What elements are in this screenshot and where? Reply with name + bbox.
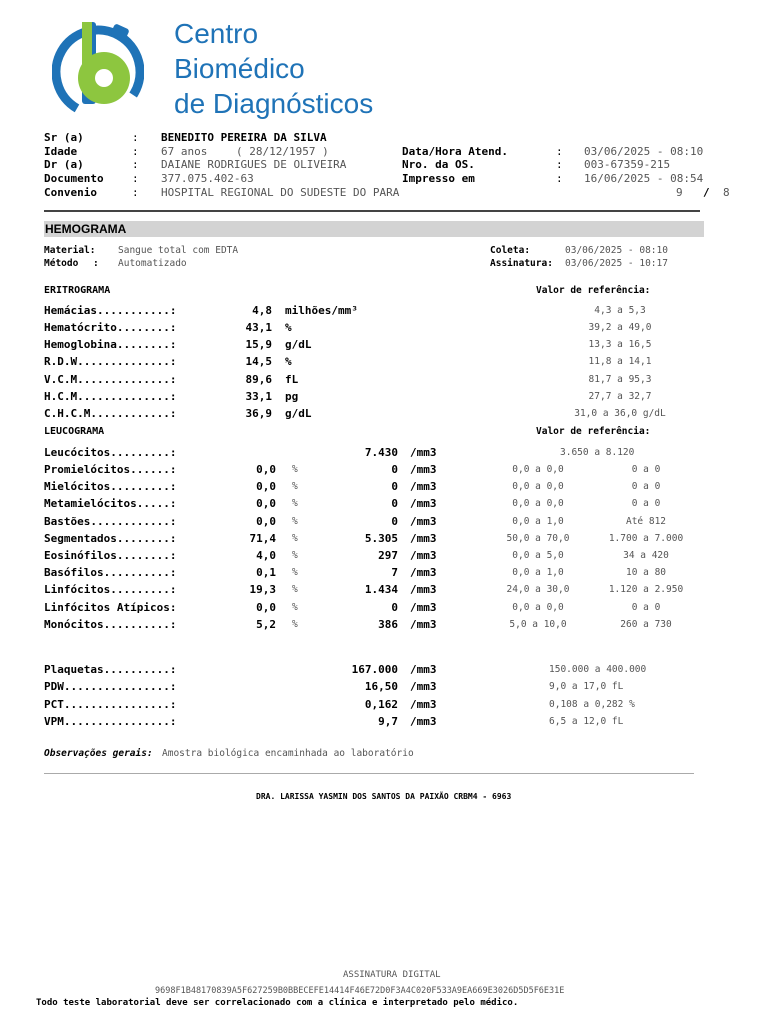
result-label: Metamielócitos.....: [44, 497, 177, 510]
result-value: 16,50 [364, 680, 398, 693]
result-value: 4,8 [252, 304, 272, 317]
percent-sign: % [292, 516, 298, 527]
result-label: Eosinófilos........: [44, 549, 177, 562]
metodo-value: Automatizado [118, 258, 187, 269]
result-label: Linfócitos Atípicos: [44, 601, 177, 614]
assinatura-value: 03/06/2025 - 10:17 [565, 258, 668, 269]
result-label: Mielócitos.........: [44, 480, 177, 493]
result-label: PCT................: [44, 698, 177, 711]
result-unit: fL [285, 373, 299, 386]
documento-label: Documento [44, 172, 104, 185]
colon: : [132, 186, 139, 199]
section-title: HEMOGRAMA [45, 222, 127, 236]
result-percent: 71,4 [249, 532, 276, 545]
header-divider [44, 210, 700, 212]
leucograma-title: LEUCOGRAMA [44, 426, 105, 437]
material-value: Sangue total com EDTA [118, 245, 239, 256]
result-percent: 5,2 [256, 618, 276, 631]
os-label: Nro. da OS. [402, 158, 475, 171]
result-unit: /mm3 [410, 532, 437, 545]
result-unit: /mm3 [410, 549, 437, 562]
section-bar [44, 221, 704, 237]
percent-sign: % [292, 567, 298, 578]
reference-range-absolute: 10 a 80 [625, 567, 667, 578]
reference-range-absolute: 0 a 0 [631, 602, 661, 613]
reference-range-percent: 50,0 a 70,0 [506, 533, 570, 544]
reference-range-percent: 0,0 a 1,0 [512, 567, 564, 578]
reference-range: 3.650 a 8.120 [560, 447, 635, 458]
result-unit: /mm3 [410, 515, 437, 528]
result-unit: g/dL [285, 407, 312, 420]
result-value: 89,6 [245, 373, 272, 386]
result-label: Bastões............: [44, 515, 177, 528]
percent-sign: % [292, 533, 298, 544]
result-absolute: 0 [391, 515, 398, 528]
result-absolute: 0 [391, 480, 398, 493]
reference-range-percent: 0,0 a 0,0 [512, 602, 564, 613]
colon: : [132, 158, 139, 171]
result-unit: % [285, 321, 292, 334]
reference-range: 6,5 a 12,0 fL [549, 716, 624, 727]
reference-range: 0,108 a 0,282 % [549, 699, 635, 710]
reference-range-percent: 24,0 a 30,0 [506, 584, 570, 595]
result-label: Promielócitos......: [44, 463, 177, 476]
logo-line-1: Centro [174, 18, 259, 49]
result-label: Leucócitos.........: [44, 446, 177, 459]
result-unit: /mm3 [410, 663, 437, 676]
result-label: Segmentados........: [44, 532, 177, 545]
reference-range-absolute: 0 a 0 [631, 481, 661, 492]
patient-name: BENEDITO PEREIRA DA SILVA [161, 131, 327, 144]
logo-mark-icon [52, 16, 144, 120]
reference-range-absolute: 0 a 0 [631, 498, 661, 509]
reference-range-absolute: 1.700 a 7.000 [608, 533, 684, 544]
reference-range-absolute: 34 a 420 [623, 550, 669, 561]
percent-sign: % [292, 498, 298, 509]
percent-sign: % [292, 602, 298, 613]
reference-range: 31,0 a 36,0 g/dL [574, 408, 666, 419]
atend-value: 03/06/2025 - 08:10 [584, 145, 704, 158]
footer-disclaimer: Todo teste laboratorial deve ser correlacionado com a clínica e interpretado pelo médico. [36, 998, 519, 1008]
result-unit: /mm3 [410, 698, 437, 711]
reference-range-absolute: 260 a 730 [620, 619, 672, 630]
reference-range-percent: 0,0 a 5,0 [512, 550, 564, 561]
reference-range: 4,3 a 5,3 [594, 305, 646, 316]
percent-sign: % [292, 584, 298, 595]
result-unit: /mm3 [410, 566, 437, 579]
idade-label: Idade [44, 145, 78, 158]
reference-range-percent: 0,0 a 0,0 [512, 498, 564, 509]
colon: : [132, 145, 139, 158]
result-absolute: 297 [378, 549, 398, 562]
result-value: 33,1 [245, 390, 272, 403]
result-absolute: 5.305 [364, 532, 398, 545]
percent-sign: % [292, 619, 298, 630]
page-total: 8 [723, 186, 730, 199]
observacoes-label: Observações gerais: [44, 748, 153, 759]
result-absolute: 1.434 [364, 583, 398, 596]
signer-name: DRA. LARISSA YASMIN DOS SANTOS DA PAIXÃO CRBM4 - 6963 [256, 792, 512, 801]
result-unit: /mm3 [410, 480, 437, 493]
reference-range: 150.000 a 400.000 [549, 664, 647, 675]
result-unit: /mm3 [410, 446, 437, 459]
result-value: 0,162 [364, 698, 398, 711]
reference-range-absolute: 1.120 a 2.950 [608, 584, 684, 595]
eritrograma-ref-title: Valor de referência: [536, 285, 651, 296]
result-unit: pg [285, 390, 299, 403]
reference-range-absolute: 0 a 0 [631, 464, 661, 475]
result-unit: /mm3 [410, 715, 437, 728]
result-percent: 0,0 [256, 463, 276, 476]
reference-range: 13,3 a 16,5 [588, 339, 652, 350]
result-percent: 0,0 [256, 497, 276, 510]
colon: : [556, 172, 563, 185]
result-value: 9,7 [378, 715, 398, 728]
result-value: 15,9 [245, 338, 272, 351]
observacoes-text: Amostra biológica encaminhada ao laboratório [162, 748, 414, 759]
result-unit: /mm3 [410, 463, 437, 476]
percent-sign: % [292, 481, 298, 492]
reference-range: 9,0 a 17,0 fL [549, 681, 624, 692]
result-percent: 0,1 [256, 566, 276, 579]
result-label: C.H.C.M............: [44, 407, 177, 420]
result-label: Hemoglobina........: [44, 338, 177, 351]
result-absolute: 0 [391, 463, 398, 476]
result-unit: milhões/mm³ [285, 304, 358, 317]
result-unit: /mm3 [410, 618, 437, 631]
convenio-label: Convenio [44, 186, 97, 199]
reference-range: 81,7 a 95,3 [588, 374, 652, 385]
observacoes-divider [44, 773, 694, 774]
result-absolute: 0 [391, 497, 398, 510]
colon: : [132, 172, 139, 185]
logo-line-3: de Diagnósticos [174, 88, 374, 119]
doctor-name: DAIANE RODRIGUES DE OLIVEIRA [161, 158, 347, 171]
atend-label: Data/Hora Atend. [402, 145, 508, 158]
documento-value: 377.075.402-63 [161, 172, 254, 185]
logo-line-2: Biomédico [174, 53, 305, 84]
result-absolute: 7.430 [364, 446, 398, 459]
reference-range-percent: 0,0 a 0,0 [512, 464, 564, 475]
page-separator: / [703, 186, 710, 199]
impresso-value: 16/06/2025 - 08:54 [584, 172, 704, 185]
percent-sign: % [292, 464, 298, 475]
result-label: PDW................: [44, 680, 177, 693]
coleta-value: 03/06/2025 - 08:10 [565, 245, 668, 256]
result-percent: 4,0 [256, 549, 276, 562]
assinatura-label: Assinatura: [490, 258, 553, 269]
reference-range: 27,7 a 32,7 [588, 391, 652, 402]
convenio-value: HOSPITAL REGIONAL DO SUDESTE DO PARA [161, 186, 400, 199]
dr-label: Dr (a) [44, 158, 84, 171]
result-value: 14,5 [245, 355, 272, 368]
metodo-label: Método [44, 258, 79, 269]
result-unit: % [285, 355, 292, 368]
result-label: Monócitos..........: [44, 618, 177, 631]
result-value: 36,9 [245, 407, 272, 420]
result-absolute: 386 [378, 618, 398, 631]
reference-range: 39,2 a 49,0 [588, 322, 652, 333]
result-label: R.D.W..............: [44, 355, 177, 368]
result-percent: 19,3 [249, 583, 276, 596]
result-absolute: 7 [391, 566, 398, 579]
result-label: Hematócrito........: [44, 321, 177, 334]
result-unit: /mm3 [410, 601, 437, 614]
eritrograma-title: ERITROGRAMA [44, 285, 111, 296]
patient-dob: ( 28/12/1957 ) [236, 145, 329, 158]
colon: : [556, 145, 563, 158]
result-unit: g/dL [285, 338, 312, 351]
reference-range-percent: 5,0 a 10,0 [509, 619, 567, 630]
reference-range-percent: 0,0 a 0,0 [512, 481, 564, 492]
digital-signature-hash: 9698F1B48170839A5F627259B0BBECEFE14414F46E72D0F3A4C020F533A9EA669E3026D5D5F6E31E [155, 986, 565, 996]
result-label: Plaquetas..........: [44, 663, 177, 676]
result-unit: /mm3 [410, 497, 437, 510]
colon: : [93, 258, 99, 269]
os-value: 003-67359-215 [584, 158, 671, 171]
colon: : [556, 158, 563, 171]
material-label: Material: [44, 245, 96, 256]
impresso-label: Impresso em [402, 172, 475, 185]
reference-range: 11,8 a 14,1 [588, 356, 652, 367]
result-percent: 0,0 [256, 515, 276, 528]
leucograma-ref-title: Valor de referência: [536, 426, 651, 437]
colon: : [132, 131, 139, 144]
result-unit: /mm3 [410, 680, 437, 693]
sr-label: Sr (a) [44, 131, 84, 144]
result-label: VPM................: [44, 715, 177, 728]
coleta-label: Coleta: [490, 245, 531, 256]
result-absolute: 0 [391, 601, 398, 614]
result-label: H.C.M..............: [44, 390, 177, 403]
result-label: Hemácias...........: [44, 304, 177, 317]
reference-range-percent: 0,0 a 1,0 [512, 516, 564, 527]
result-percent: 0,0 [256, 480, 276, 493]
result-label: Basófilos..........: [44, 566, 177, 579]
result-percent: 0,0 [256, 601, 276, 614]
page-current: 9 [676, 186, 683, 199]
result-value: 167.000 [351, 663, 398, 676]
result-label: V.C.M..............: [44, 373, 177, 386]
percent-sign: % [292, 550, 298, 561]
digital-signature-title: ASSINATURA DIGITAL [343, 970, 441, 980]
result-value: 43,1 [245, 321, 272, 334]
result-label: Linfócitos.........: [44, 583, 177, 596]
result-unit: /mm3 [410, 583, 437, 596]
reference-range-absolute: Até 812 [625, 516, 667, 527]
patient-age: 67 anos [161, 145, 208, 158]
